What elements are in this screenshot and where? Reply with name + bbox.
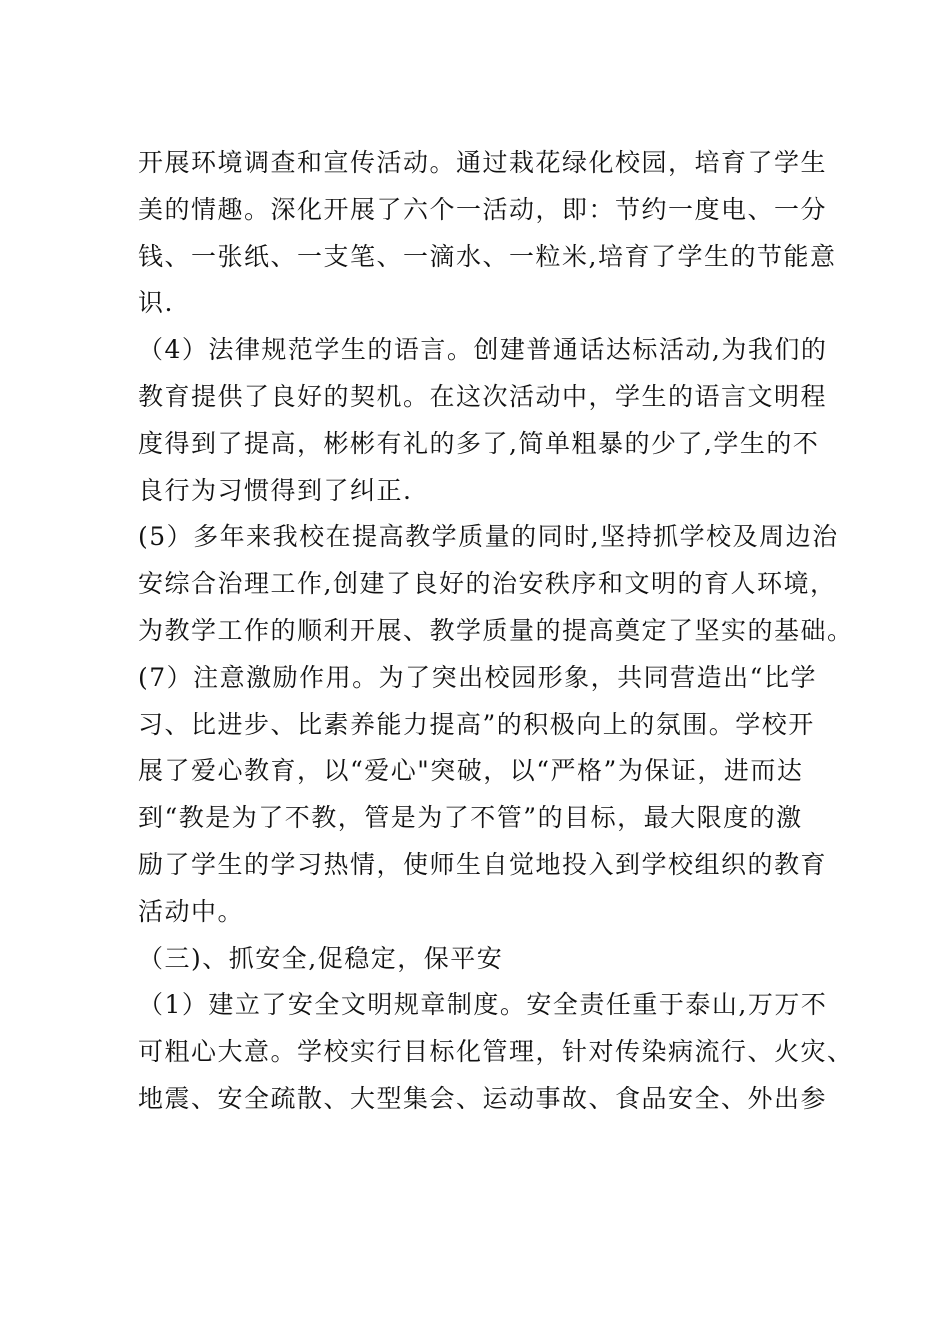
- text-line: 习、比进步、比素养能力提高”的积极向上的氛围。学校开: [138, 709, 815, 739]
- text-line: 展了爱心教育，以“爱心"突破，以“严格”为保证，进而达: [138, 756, 804, 786]
- text-line: 地震、安全疏散、大型集会、运动事故、食品安全、外出参: [138, 1083, 828, 1113]
- body-text: [138, 140, 854, 1123]
- text-line: 钱、一张纸、一支笔、一滴水、一粒米,培育了学生的节能意: [138, 241, 837, 271]
- text-line: （三)、抓安全,促稳定，保平安: [138, 943, 504, 973]
- text-line: 良行为习惯得到了纠正.: [138, 475, 413, 505]
- text-line: (5）多年来我校在提高教学质量的同时,坚持抓学校及周边治: [138, 522, 839, 552]
- text-line: 美的情趣。深化开展了六个一活动，即：节约一度电、一分: [138, 194, 828, 224]
- text-line: (7）注意激励作用。为了突出校园形象，共同营造出“比学: [138, 662, 817, 692]
- text-line: 识.: [138, 288, 174, 318]
- text-line: 励了学生的学习热情，使师生自觉地投入到学校组织的教育: [138, 849, 828, 879]
- text-line: 教育提供了良好的契机。在这次活动中，学生的语言文明程: [138, 381, 828, 411]
- text-line: （4）法律规范学生的语言。创建普通话达标活动,为我们的: [138, 335, 828, 365]
- text-line: 活动中。: [138, 896, 245, 926]
- text-line: 度得到了提高，彬彬有礼的多了,简单粗暴的少了,学生的不: [138, 428, 820, 458]
- text-line: （1）建立了安全文明规章制度。安全责任重于泰山,万万不: [138, 990, 828, 1020]
- text-line: 到“教是为了不教，管是为了不管”的目标，最大限度的激: [138, 803, 803, 833]
- text-line: 可粗心大意。学校实行目标化管理，针对传染病流行、火灾、: [138, 1037, 854, 1067]
- text-line: 为教学工作的顺利开展、教学质量的提高奠定了坚实的基础。: [138, 615, 854, 645]
- text-line: 开展环境调查和宣传活动。通过栽花绿化校园，培育了学生: [138, 148, 828, 177]
- text-line: 安综合治理工作,创建了良好的治安秩序和文明的育人环境，: [138, 569, 837, 599]
